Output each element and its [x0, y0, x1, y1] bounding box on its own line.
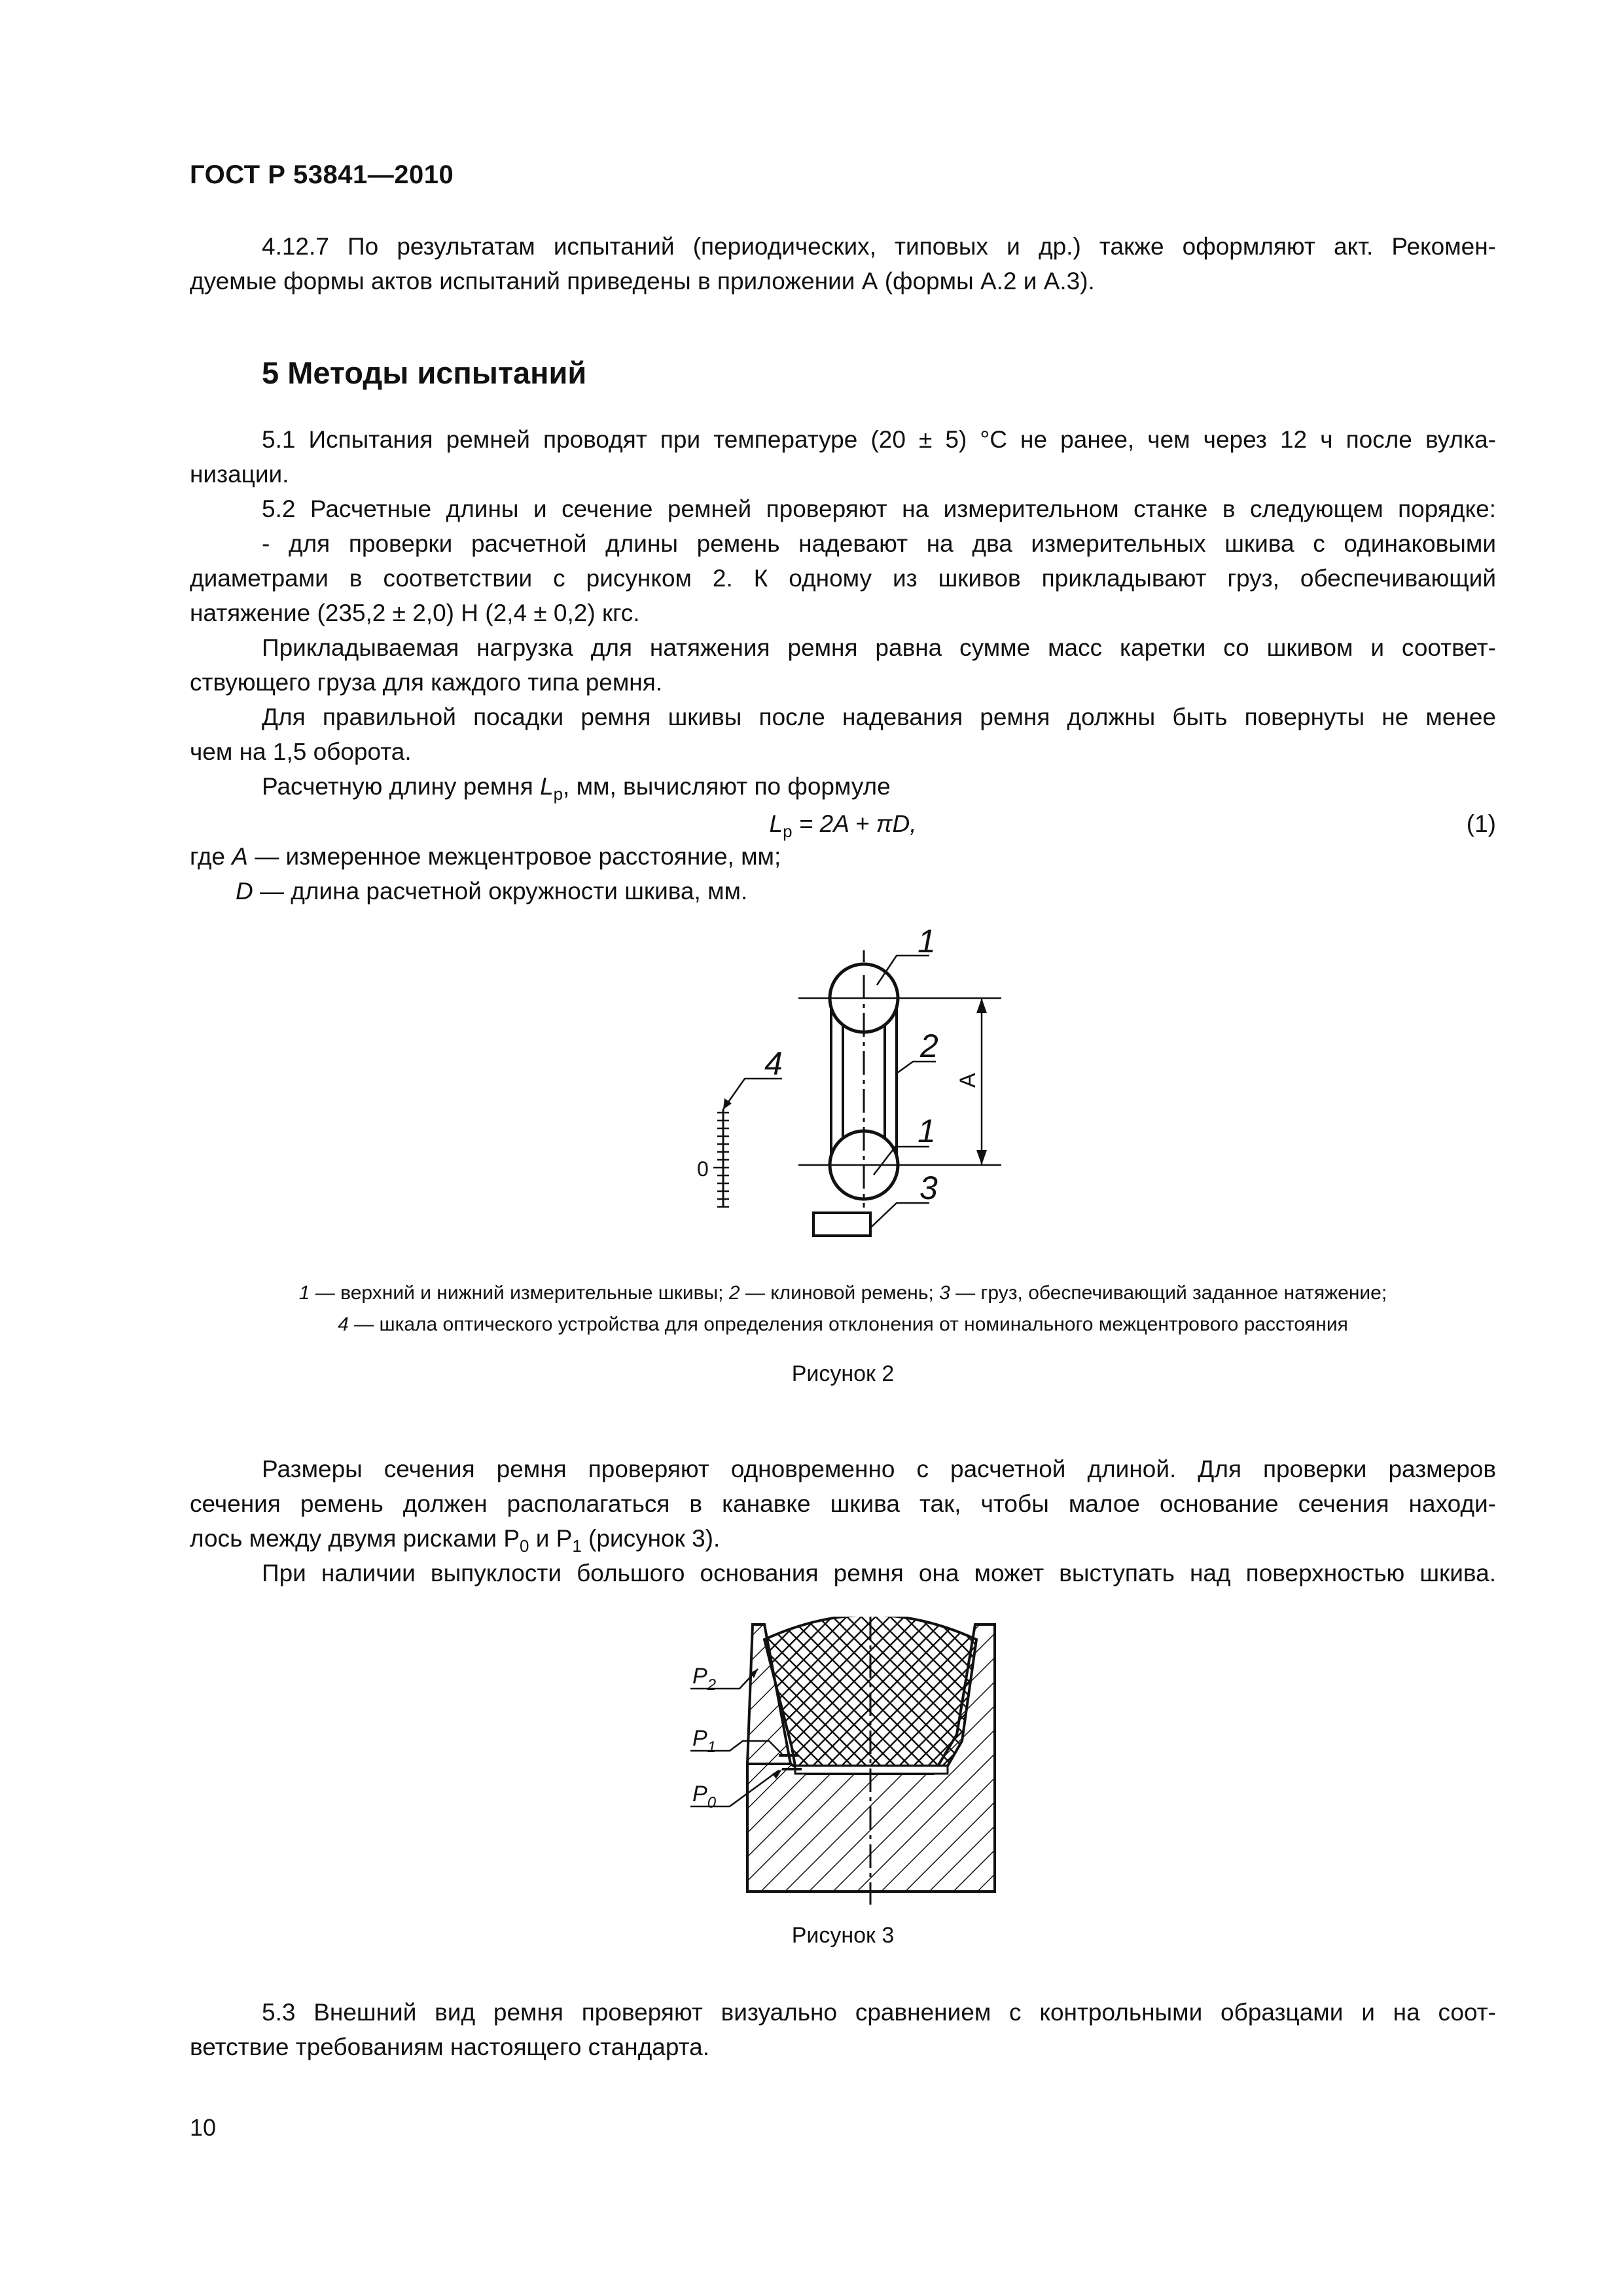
figure-2-diagram [687, 916, 1080, 1257]
fig2-label-4: 4 [764, 1045, 783, 1082]
fig2-label-1-bottom: 1 [918, 1113, 936, 1149]
fig2-label-A: А [955, 1073, 980, 1088]
figure-2-title: Рисунок 2 [791, 1361, 895, 1386]
section-5-title: 5 Методы испытаний [262, 355, 587, 390]
document-header-id: ГОСТ Р 53841—2010 [190, 160, 454, 189]
para-section-line1: Размеры сечения ремня проверяют одновременно с расчетной длиной. Для проверки размеров [262, 1456, 1496, 1482]
para-fit-line2: чем на 1,5 оборота. [190, 738, 412, 765]
where-line1: где А — измеренное межцентровое расстояние, мм; [190, 843, 781, 870]
para-calc: Расчетную длину ремня $L_р$, мм, вычисляют по формуле [262, 773, 891, 804]
para-5-1-line1: 5.1 Испытания ремней проводят при температуре (20 ± 5) °С не ранее, чем через 12 ч после вулка- [262, 426, 1496, 453]
para-load-line1: Прикладываемая нагрузка для натяжения ремня равна сумме масс каретки со шкивом и соответ- [262, 634, 1496, 661]
para-fit-line1: Для правильной посадки ремня шкивы после надевания ремня должны быть повернуты не менее [262, 704, 1496, 730]
fig2-label-2: 2 [920, 1028, 938, 1064]
fig2-label-zero: 0 [697, 1157, 709, 1181]
para-4-12-7-line2: дуемые формы актов испытаний приведены в приложении А (формы А.2 и А.3). [190, 268, 1095, 295]
where-line2: D — длина расчетной окружности шкива, мм. [236, 878, 748, 905]
para-5-2-line4: натяжение (235,2 ± 2,0) Н (2,4 ± 0,2) кгс. [190, 600, 640, 626]
para-5-1-line2: низации. [190, 461, 289, 488]
page-number: 10 [190, 2114, 217, 2141]
figure-2-caption-line1: 1 — верхний и нижний измерительные шкивы; 2 — клиновой ремень; 3 — груз, обеспечивающий заданное натяжение; [298, 1282, 1387, 1304]
para-4-12-7-line1: 4.12.7 По результатам испытаний (периодических, типовых и др.) также оформляют акт. Рекомен- [262, 233, 1496, 260]
para-5-3-line2: ветствие требованиям настоящего стандарта. [190, 2034, 710, 2060]
para-5-3-line1: 5.3 Внешний вид ремня проверяют визуально сравнением с контрольными образцами и на соот- [262, 1999, 1496, 2026]
fig2-label-1-top: 1 [918, 923, 936, 960]
para-5-2-line3: диаметрами в соответствии с рисунком 2. К одному из шкивов прикладывают груз, обеспечивающий [190, 565, 1496, 592]
para-5-2-line2: - для проверки расчетной длины ремень надевают на два измерительных шкива с одинаковыми [262, 530, 1496, 557]
para-section-line2: сечения ремень должен располагаться в канавке шкива так, чтобы малое основание сечения находи- [190, 1490, 1496, 1517]
para-load-line2: ствующего груза для каждого типа ремня. [190, 669, 663, 696]
fig2-label-3: 3 [919, 1170, 938, 1206]
fig3-label-p0: $P_0$ [692, 1782, 717, 1812]
figure-2-caption-line2: 4 — шкала оптического устройства для определения отклонения от номинального межцентрового расстояния [338, 1314, 1348, 1335]
weight-block [813, 1213, 870, 1236]
para-convex-line1: При наличии выпуклости большого основания ремня она может выступать над поверхностью шкива. [262, 1560, 1496, 1587]
fig3-label-p1: $P_1$ [692, 1726, 717, 1756]
figure-3-title: Рисунок 3 [791, 1923, 895, 1948]
formula-1: $L_р = 2A + \pi D$, [769, 810, 917, 841]
formula-number: (1) [1466, 810, 1496, 837]
figure-3-diagram [674, 1617, 1021, 1905]
para-section-line3: лось между двумя рисками $Р_0$ и $Р_1$ (рисунок 3). [190, 1525, 721, 1556]
fig3-label-p2: $P_2$ [692, 1664, 717, 1694]
para-5-2-line1: 5.2 Расчетные длины и сечение ремней проверяют на измерительном станке в следующем порядке: [262, 495, 1496, 522]
